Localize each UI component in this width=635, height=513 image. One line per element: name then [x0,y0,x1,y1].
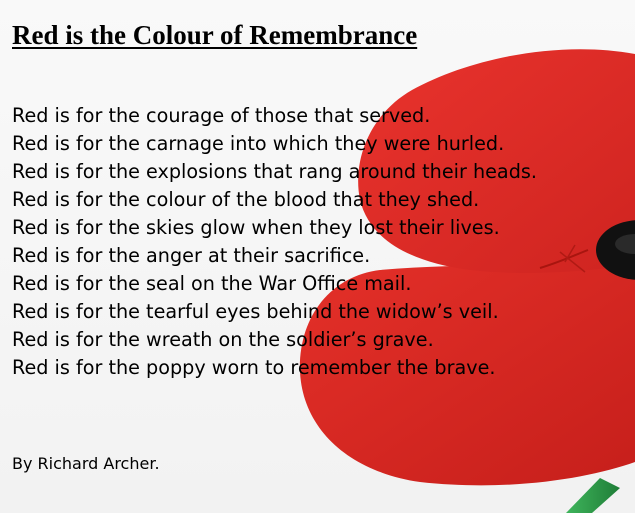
poem-line: Red is for the courage of those that served. [12,104,431,127]
poem-line: Red is for the anger at their sacrifice. [12,244,371,267]
poem-line: Red is for the wreath on the soldier’s grave. [12,328,434,351]
poem-line: Red is for the tearful eyes behind the widow’s veil. [12,300,499,323]
poppy-stem [566,478,620,513]
poem-line: Red is for the skies glow when they lost their lives. [12,216,500,239]
poem-author: By Richard Archer. [12,454,160,473]
poem-lines [12,102,537,382]
poem-line: Red is for the seal on the War Office mail. [12,272,412,295]
poem-line: Red is for the colour of the blood that they shed. [12,188,480,211]
poem-line: Red is for the carnage into which they were hurled. [12,132,505,155]
poem-title: Red is the Colour of Remembrance [12,20,418,50]
poem-line: Red is for the poppy worn to remember the brave. [12,356,496,379]
poem-line: Red is for the explosions that rang around their heads. [12,160,537,183]
